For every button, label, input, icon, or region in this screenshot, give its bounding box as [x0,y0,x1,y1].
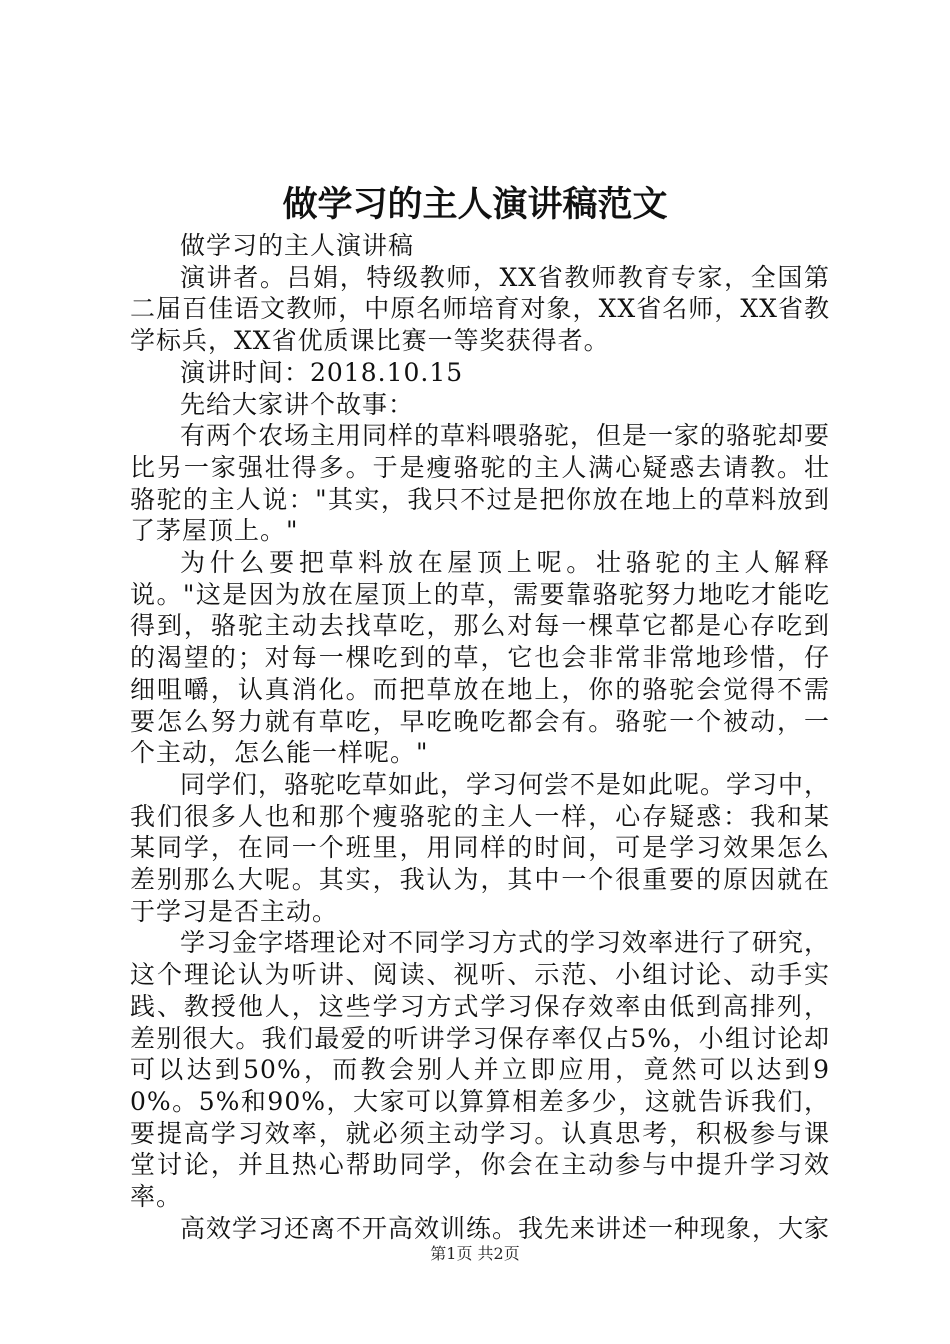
paragraph-lesson: 同学们，骆驼吃草如此，学习何尝不是如此呢。学习中，我们很多人也和那个瘦骆驼的主人一样，心存疑惑：我和某某同学，在同一个班里，用同样的时间，可是学习效果怎么差别那么大呢。其实，我认为，其中一个很重要的原因就在于学习是否主动。 [130,769,831,926]
paragraph-training: 高效学习还离不开高效训练。我先来讲述一种现象，大家 [180,1213,831,1243]
paragraph-date: 演讲时间：2018.10.15 [180,357,464,387]
paragraph-story: 有两个农场主用同样的草料喂骆驼，但是一家的骆驼却要比另一家强壮得多。于是瘦骆驼的主人满心疑惑去请教。壮骆驼的主人说："其实，我只不过是把你放在地上的草料放到了茅屋顶上。" [130,421,831,546]
paragraph-pyramid: 学习金字塔理论对不同学习方式的学习效率进行了研究，这个理论认为听讲、阅读、视听、示范、小组讨论、动手实践、教授他人，这些学习方式学习保存效率由低到高排列，差别很大。我们最爱的听讲学习保存率仅占5%，小组讨论却可以达到50%，而教会别人并立即应用，竟然可以达到90%。5%和90%，大家可以算算相差多少，这就告诉我们，要提高学习效率，就必须主动学习。认真思考，积极参与课堂讨论，并且热心帮助同学，你会在主动参与中提升学习效率。 [130,928,831,1212]
document-title: 做学习的主人演讲稿范文 [282,185,668,225]
page-footer: 第1页 共2页 [430,1244,520,1263]
paragraph-story-intro: 先给大家讲个故事： [180,389,415,419]
paragraph-explanation: 为什么要把草料放在屋顶上呢。壮骆驼的主人解释说。"这是因为放在屋顶上的草，需要靠骆驼努力地吃才能吃得到，骆驼主动去找草吃，那么对每一棵草它都是心存吃到的渴望的；对每一棵吃到的草，它也会非常非常地珍惜，仔细咀嚼，认真消化。而把草放在地上，你的骆驼会觉得不需要怎么努力就有草吃，早吃晚吃都会有。骆驼一个被动，一个主动，怎么能一样呢。" [130,548,830,768]
paragraph-speaker: 演讲者。吕娟，特级教师，XX省教师教育专家，全国第二届百佳语文教师，中原名师培育对象，XX省名师，XX省教学标兵，XX省优质课比赛一等奖获得者。 [130,262,830,356]
document-body [130,230,830,1245]
paragraph-subtitle: 做学习的主人演讲稿 [180,231,415,260]
